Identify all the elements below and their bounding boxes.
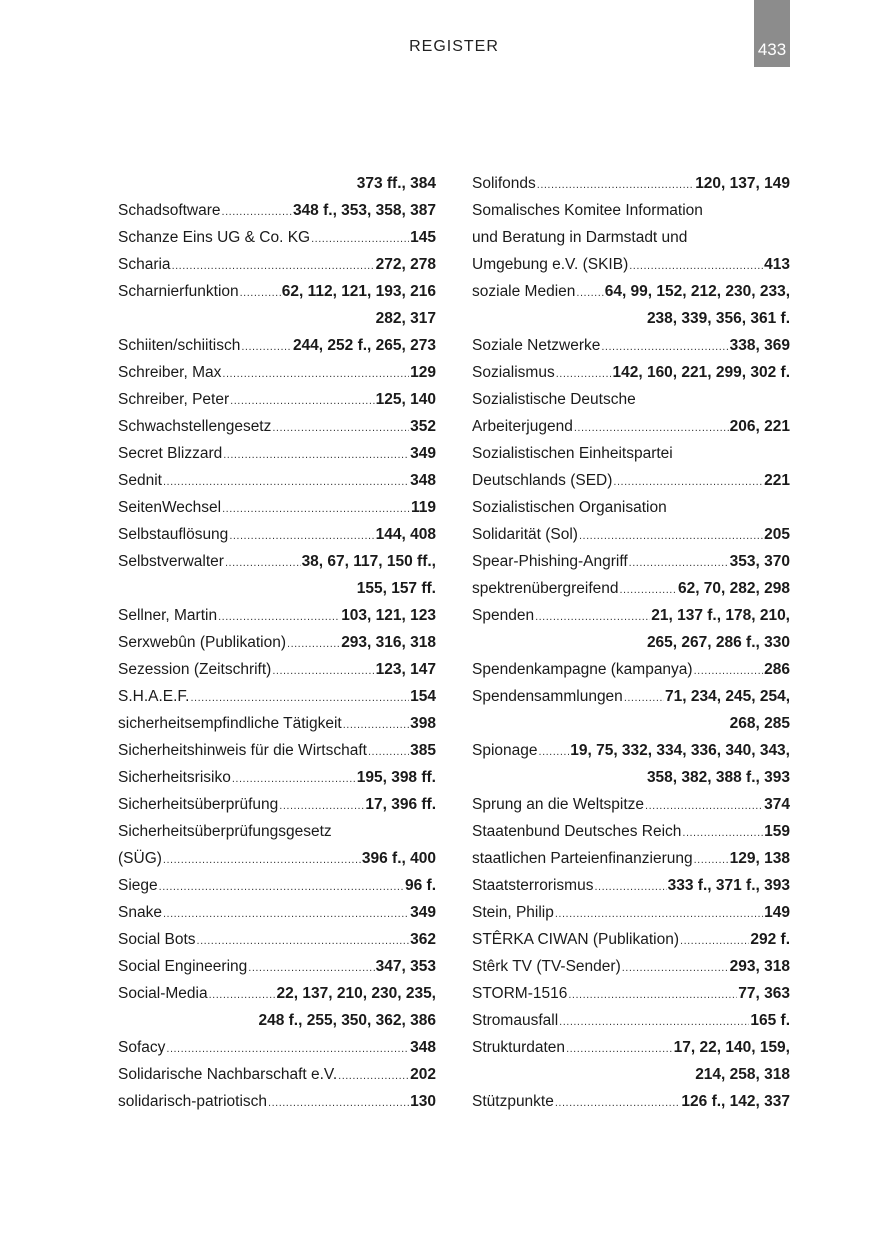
- dot-leader: [680, 928, 749, 955]
- dot-leader: [338, 1063, 409, 1090]
- index-entry: [118, 197, 436, 224]
- index-term: SeitenWechsel: [118, 499, 222, 516]
- index-entry: [118, 710, 436, 737]
- index-term: Arbeiterjugend: [472, 418, 573, 435]
- index-term: Staatenbund Deutsches Reich: [472, 823, 682, 840]
- dot-leader: [574, 415, 729, 442]
- index-term: Siege: [118, 877, 158, 894]
- dot-leader: [197, 928, 410, 955]
- index-pages: 349: [410, 445, 436, 462]
- index-entry: [472, 818, 790, 845]
- index-term: sicherheitsempfindliche Tätigkeit: [118, 715, 342, 732]
- dot-leader: [624, 685, 664, 712]
- index-entry: [118, 170, 436, 197]
- index-entry: [472, 953, 790, 980]
- dot-leader: [343, 712, 409, 739]
- index-pages: 125, 140: [375, 391, 436, 408]
- index-pages: 77, 363: [738, 985, 790, 1002]
- index-pages: 272, 278: [375, 256, 436, 273]
- index-term: Sozialistische Deutsche: [472, 391, 636, 408]
- dot-leader: [622, 955, 729, 982]
- index-entry: [118, 413, 436, 440]
- index-pages: 154: [410, 688, 436, 705]
- dot-leader: [159, 874, 404, 901]
- dot-leader: [645, 793, 763, 820]
- index-entry: [472, 224, 790, 251]
- running-head-title: REGISTER: [409, 38, 499, 55]
- index-entry: [118, 1007, 436, 1034]
- index-term: Umgebung e.V. (SKIB): [472, 256, 629, 273]
- index-entry: [472, 386, 790, 413]
- dot-leader: [694, 658, 764, 685]
- index-entry: [118, 602, 436, 629]
- index-pages: 352: [410, 418, 436, 435]
- index-column-right: [472, 170, 790, 1115]
- index-entry: [118, 926, 436, 953]
- index-entry: [472, 251, 790, 278]
- index-pages: 373 ff., 384: [356, 175, 436, 192]
- index-pages: 349: [410, 904, 436, 921]
- index-term: Social Bots: [118, 931, 196, 948]
- index-entry: [118, 305, 436, 332]
- dot-leader: [535, 604, 650, 631]
- index-term: Stein, Philip: [472, 904, 554, 921]
- index-pages: 22, 137, 210, 230, 235,: [276, 985, 436, 1002]
- index-pages: 130: [410, 1093, 436, 1110]
- index-entry: [118, 764, 436, 791]
- index-pages: 282, 317: [375, 310, 436, 327]
- index-entry: [118, 872, 436, 899]
- index-pages: 159: [764, 823, 790, 840]
- index-term: Spendenkampagne (kampanya): [472, 661, 693, 678]
- index-term: S.H.A.E.F.: [118, 688, 190, 705]
- index-pages: 214, 258, 318: [695, 1066, 790, 1083]
- index-term: Sofacy: [118, 1039, 166, 1056]
- index-pages: 238, 339, 356, 361 f.: [646, 310, 790, 327]
- index-term: Sprung an die Weltspitze: [472, 796, 645, 813]
- index-pages: 119: [410, 499, 436, 516]
- index-entry: [118, 251, 436, 278]
- index-pages: 96 f.: [404, 877, 436, 894]
- index-entry: [472, 548, 790, 575]
- dot-leader: [163, 901, 409, 928]
- index-term: Scharia: [118, 256, 171, 273]
- index-pages: 19, 75, 332, 334, 336, 340, 343,: [570, 742, 790, 759]
- dot-leader: [629, 550, 729, 577]
- index-entry: [118, 656, 436, 683]
- index-pages: 123, 147: [375, 661, 436, 678]
- dot-leader: [539, 739, 570, 766]
- index-entry: [472, 737, 790, 764]
- index-pages: 126 f., 142, 337: [681, 1093, 790, 1110]
- index-entry: [118, 818, 436, 845]
- index-pages: 195, 398 ff.: [356, 769, 436, 786]
- index-pages: 21, 137 f., 178, 210,: [651, 607, 790, 624]
- index-term: Sicherheitshinweis für die Wirtschaft: [118, 742, 367, 759]
- index-pages: 265, 267, 286 f., 330: [646, 634, 790, 651]
- index-pages: 129: [410, 364, 436, 381]
- index-entry: [118, 980, 436, 1007]
- index-entry: [472, 197, 790, 224]
- index-pages: 362: [410, 931, 436, 948]
- index-entry: [472, 332, 790, 359]
- index-pages: 38, 67, 117, 150 ff.,: [301, 553, 436, 570]
- index-entry: [118, 737, 436, 764]
- index-entry: [118, 845, 436, 872]
- dot-leader: [163, 847, 361, 874]
- index-entry: [472, 899, 790, 926]
- index-term: Sezession (Zeitschrift): [118, 661, 272, 678]
- index-pages: 293, 316, 318: [341, 634, 436, 651]
- index-pages: 144, 408: [375, 526, 436, 543]
- index-entry: [472, 467, 790, 494]
- index-entry: [472, 1061, 790, 1088]
- index-entry: [472, 926, 790, 953]
- index-pages: 205: [764, 526, 790, 543]
- index-term: Stromausfall: [472, 1012, 559, 1029]
- index-pages: 17, 396 ff.: [365, 796, 436, 813]
- index-entry: [472, 602, 790, 629]
- index-term: Selbstverwalter: [118, 553, 224, 570]
- index-entry: [472, 575, 790, 602]
- dot-leader: [694, 847, 729, 874]
- index-pages: 129, 138: [729, 850, 790, 867]
- dot-leader: [272, 658, 374, 685]
- index-pages: 348: [410, 472, 436, 489]
- index-term: Social Engineering: [118, 958, 248, 975]
- index-pages: 145: [410, 229, 436, 246]
- index-entry: [472, 872, 790, 899]
- index-pages: 142, 160, 221, 299, 302 f.: [612, 364, 790, 381]
- index-entry: [118, 683, 436, 710]
- index-term: STÊRKA CIWAN (Publikation): [472, 931, 680, 948]
- index-entry: [472, 629, 790, 656]
- dot-leader: [279, 793, 364, 820]
- index-term: Selbstauflösung: [118, 526, 229, 543]
- dot-leader: [566, 1036, 673, 1063]
- dot-leader: [225, 550, 301, 577]
- index-entry: [472, 1088, 790, 1115]
- index-term: Soziale Netzwerke: [472, 337, 601, 354]
- index-pages: 396 f., 400: [361, 850, 436, 867]
- index-entry: [472, 359, 790, 386]
- index-term: Schanze Eins UG & Co. KG: [118, 229, 311, 246]
- index-pages: 206, 221: [729, 418, 790, 435]
- index-entry: [118, 1088, 436, 1115]
- index-entry: [118, 494, 436, 521]
- index-term: Schreiber, Peter: [118, 391, 230, 408]
- index-term: Staatsterrorismus: [472, 877, 594, 894]
- index-term: spektrenübergreifend: [472, 580, 619, 597]
- index-pages: 120, 137, 149: [695, 175, 790, 192]
- index-term: Sicherheitsüberprüfungsgesetz: [118, 823, 332, 840]
- index-entry: [118, 1061, 436, 1088]
- index-term: Sozialistischen Organisation: [472, 499, 667, 516]
- index-entry: [472, 521, 790, 548]
- index-term: Serxwebûn (Publikation): [118, 634, 287, 651]
- index-pages: 348: [410, 1039, 436, 1056]
- index-entry: [118, 467, 436, 494]
- index-pages: 64, 99, 152, 212, 230, 233,: [604, 283, 790, 300]
- dot-leader: [172, 253, 375, 280]
- index-pages: 358, 382, 388 f., 393: [646, 769, 790, 786]
- dot-leader: [555, 901, 763, 928]
- index-entry: [472, 305, 790, 332]
- dot-leader: [248, 955, 374, 982]
- dot-leader: [594, 874, 666, 901]
- dot-leader: [230, 388, 375, 415]
- index-term: Strukturdaten: [472, 1039, 566, 1056]
- dot-leader: [166, 1036, 409, 1063]
- index-entry: [472, 710, 790, 737]
- index-term: Sellner, Martin: [118, 607, 218, 624]
- index-term: Social-Media: [118, 985, 208, 1002]
- dot-leader: [613, 469, 763, 496]
- index-term: Stêrk TV (TV-Sender): [472, 958, 621, 975]
- index-term: Sicherheitsrisiko: [118, 769, 231, 786]
- index-term: (SÜG): [118, 850, 162, 867]
- dot-leader: [163, 469, 409, 496]
- index-entry: [472, 413, 790, 440]
- index-pages: 353, 370: [729, 553, 790, 570]
- dot-leader: [287, 631, 340, 658]
- index-entry: [472, 278, 790, 305]
- dot-leader: [556, 361, 612, 388]
- index-entry: [472, 980, 790, 1007]
- index-pages: 165 f.: [750, 1012, 790, 1029]
- index-pages: 333 f., 371 f., 393: [667, 877, 790, 894]
- dot-leader: [555, 1090, 681, 1117]
- dot-leader: [223, 442, 409, 469]
- index-entry: [472, 791, 790, 818]
- index-term: STORM-1516: [472, 985, 568, 1002]
- dot-leader: [368, 739, 409, 766]
- dot-leader: [241, 334, 292, 361]
- index-pages: 17, 22, 140, 159,: [673, 1039, 790, 1056]
- index-entry: [118, 899, 436, 926]
- index-term: Deutschlands (SED): [472, 472, 613, 489]
- index-term: Spenden: [472, 607, 535, 624]
- index-pages: 338, 369: [729, 337, 790, 354]
- dot-leader: [620, 577, 677, 604]
- index-entry: [118, 521, 436, 548]
- dot-leader: [229, 523, 374, 550]
- index-pages: 268, 285: [729, 715, 790, 732]
- index-entry: [118, 359, 436, 386]
- index-entry: [472, 170, 790, 197]
- dot-leader: [272, 415, 409, 442]
- dot-leader: [559, 1009, 749, 1036]
- index-term: Sednit: [118, 472, 162, 489]
- index-pages: 348 f., 353, 358, 387: [292, 202, 436, 219]
- index-entry: [118, 224, 436, 251]
- index-term: Solidarität (Sol): [472, 526, 578, 543]
- index-pages: 413: [764, 256, 790, 273]
- index-pages: 292 f.: [750, 931, 790, 948]
- dot-leader: [311, 226, 409, 253]
- index-entry: [472, 683, 790, 710]
- index-term: Schwachstellengesetz: [118, 418, 272, 435]
- index-term: Snake: [118, 904, 162, 921]
- index-entry: [472, 845, 790, 872]
- index-term: Somalisches Komitee Information: [472, 202, 703, 219]
- index-entry: [118, 548, 436, 575]
- index-pages: 244, 252 f., 265, 273: [292, 337, 436, 354]
- index-pages: 398: [410, 715, 436, 732]
- index-term: Spionage: [472, 742, 538, 759]
- dot-leader: [222, 361, 409, 388]
- index-pages: 149: [764, 904, 790, 921]
- dot-leader: [537, 172, 694, 199]
- dot-leader: [222, 199, 292, 226]
- dot-leader: [191, 685, 410, 712]
- index-entry: [472, 764, 790, 791]
- index-entry: [118, 629, 436, 656]
- dot-leader: [682, 820, 763, 847]
- index-term: Solidarische Nachbarschaft e.V.: [118, 1066, 338, 1083]
- index-term: Schiiten/schiitisch: [118, 337, 241, 354]
- index-pages: 71, 234, 245, 254,: [665, 688, 790, 705]
- dot-leader: [601, 334, 728, 361]
- index-entry: [118, 332, 436, 359]
- index-pages: 374: [764, 796, 790, 813]
- index-entry: [118, 386, 436, 413]
- index-entry: [472, 494, 790, 521]
- dot-leader: [568, 982, 737, 1009]
- index-term: soziale Medien: [472, 283, 576, 300]
- index-term: solidarisch-patriotisch: [118, 1093, 268, 1110]
- index-pages: 62, 112, 121, 193, 216: [281, 283, 436, 300]
- dot-leader: [579, 523, 763, 550]
- index-term: Spendensammlungen: [472, 688, 623, 705]
- dot-leader: [209, 982, 276, 1009]
- index-pages: 385: [410, 742, 436, 759]
- index-term: Sozialismus: [472, 364, 555, 381]
- index-entry: [472, 440, 790, 467]
- index-column-left: [118, 170, 436, 1115]
- index-entry: [472, 1034, 790, 1061]
- index-pages: 347, 353: [375, 958, 436, 975]
- index-term: Stützpunkte: [472, 1093, 554, 1110]
- index-pages: 221: [764, 472, 790, 489]
- index-entry: [472, 1007, 790, 1034]
- index-term: Schadsoftware: [118, 202, 221, 219]
- page-number: 433: [757, 40, 787, 59]
- index-pages: 202: [410, 1066, 436, 1083]
- index-pages: 103, 121, 123: [341, 607, 436, 624]
- index-entry: [118, 575, 436, 602]
- index-term: Sozialistischen Einheitspartei: [472, 445, 673, 462]
- index-pages: 155, 157 ff.: [356, 580, 436, 597]
- index-term: und Beratung in Darmstadt und: [472, 229, 688, 246]
- index-term: staatlichen Parteienfinanzierung: [472, 850, 693, 867]
- index-entry: [118, 440, 436, 467]
- index-term: Schreiber, Max: [118, 364, 222, 381]
- index-term: Spear-Phishing-Angriff: [472, 553, 628, 570]
- index-entry: [118, 278, 436, 305]
- index-entry: [118, 791, 436, 818]
- page-number-tab: [754, 0, 790, 67]
- dot-leader: [232, 766, 356, 793]
- dot-leader: [222, 496, 410, 523]
- index-entry: [118, 1034, 436, 1061]
- index-term: Sicherheitsüberprüfung: [118, 796, 279, 813]
- index-term: Secret Blizzard: [118, 445, 223, 462]
- index-pages: 286: [764, 661, 790, 678]
- dot-leader: [629, 253, 763, 280]
- index-term: Scharnierfunktion: [118, 283, 239, 300]
- dot-leader: [576, 280, 603, 307]
- dot-leader: [218, 604, 340, 631]
- index-term: Solifonds: [472, 175, 536, 192]
- dot-leader: [240, 280, 281, 307]
- index-pages: 62, 70, 282, 298: [677, 580, 790, 597]
- dot-leader: [268, 1090, 409, 1117]
- index-entry: [118, 953, 436, 980]
- index-pages: 293, 318: [729, 958, 790, 975]
- index-pages: 248 f., 255, 350, 362, 386: [258, 1012, 436, 1029]
- index-entry: [472, 656, 790, 683]
